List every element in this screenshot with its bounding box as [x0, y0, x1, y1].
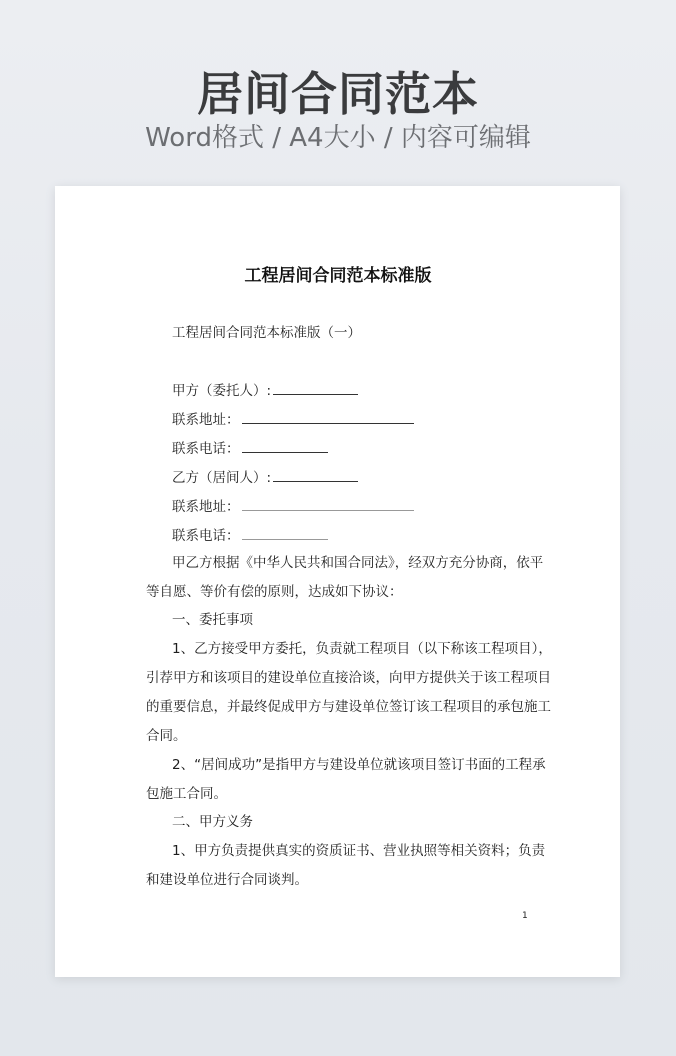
- section-2-paragraph-1-line-1: 1、甲方负责提供真实的资质证书、营业执照等相关资料；负责: [172, 843, 546, 859]
- contact-phone-2-field: [172, 525, 328, 546]
- party-a-field: [172, 380, 358, 401]
- section-1-heading: 一、委托事项: [172, 612, 253, 628]
- contact-address-1-field: [172, 409, 414, 430]
- contact-phone-2-blank: [242, 525, 328, 540]
- contact-address-2-label: 联系地址：: [172, 499, 240, 515]
- section-1-paragraph-1-line-3: 的重要信息，并最终促成甲方与建设单位签订该工程项目的承包施工: [146, 699, 551, 715]
- document-subtitle: 工程居间合同范本标准版（一）: [172, 325, 361, 341]
- section-1-paragraph-1-line-4: 合同。: [146, 728, 187, 744]
- section-2-heading: 二、甲方义务: [172, 814, 253, 830]
- intro-line-2: 等自愿、等价有偿的原则，达成如下协议：: [146, 584, 403, 600]
- document-title: 工程居间合同范本标准版: [244, 266, 432, 286]
- contact-phone-1-field: [172, 438, 328, 459]
- contact-phone-1-blank: [242, 438, 328, 453]
- contact-address-2-blank: [242, 496, 414, 511]
- contact-address-1-label: 联系地址：: [172, 412, 240, 428]
- section-1-paragraph-1-line-1: 1、乙方接受甲方委托，负责就工程项目（以下称该工程项目），: [172, 641, 552, 657]
- party-b-field: [172, 467, 358, 488]
- section-1-paragraph-1-line-2: 引荐甲方和该项目的建设单位直接洽谈，向甲方提供关于该工程项目: [146, 670, 551, 686]
- contact-address-2-field: [172, 496, 414, 517]
- intro-line-1: 甲乙方根据《中华人民共和国合同法》，经双方充分协商，依平: [172, 555, 544, 571]
- banner-title: 居间合同范本: [197, 67, 479, 121]
- party-b-blank: [273, 467, 358, 482]
- contact-phone-2-label: 联系电话：: [172, 528, 240, 544]
- contact-address-1-blank: [242, 409, 414, 424]
- banner-subtitle: Word格式 / A4大小 / 内容可编辑: [145, 123, 531, 153]
- party-b-label: 乙方（居间人）:: [172, 470, 272, 486]
- party-a-blank: [273, 380, 358, 395]
- page-number: 1: [522, 911, 528, 921]
- contact-phone-1-label: 联系电话：: [172, 441, 240, 457]
- party-a-label: 甲方（委托人）:: [172, 383, 272, 399]
- section-1-paragraph-2-line-1: 2、“居间成功”是指甲方与建设单位就该项目签订书面的工程承: [172, 757, 546, 773]
- section-2-paragraph-1-line-2: 和建设单位进行合同谈判。: [146, 872, 308, 888]
- section-1-paragraph-2-line-2: 包施工合同。: [146, 786, 227, 802]
